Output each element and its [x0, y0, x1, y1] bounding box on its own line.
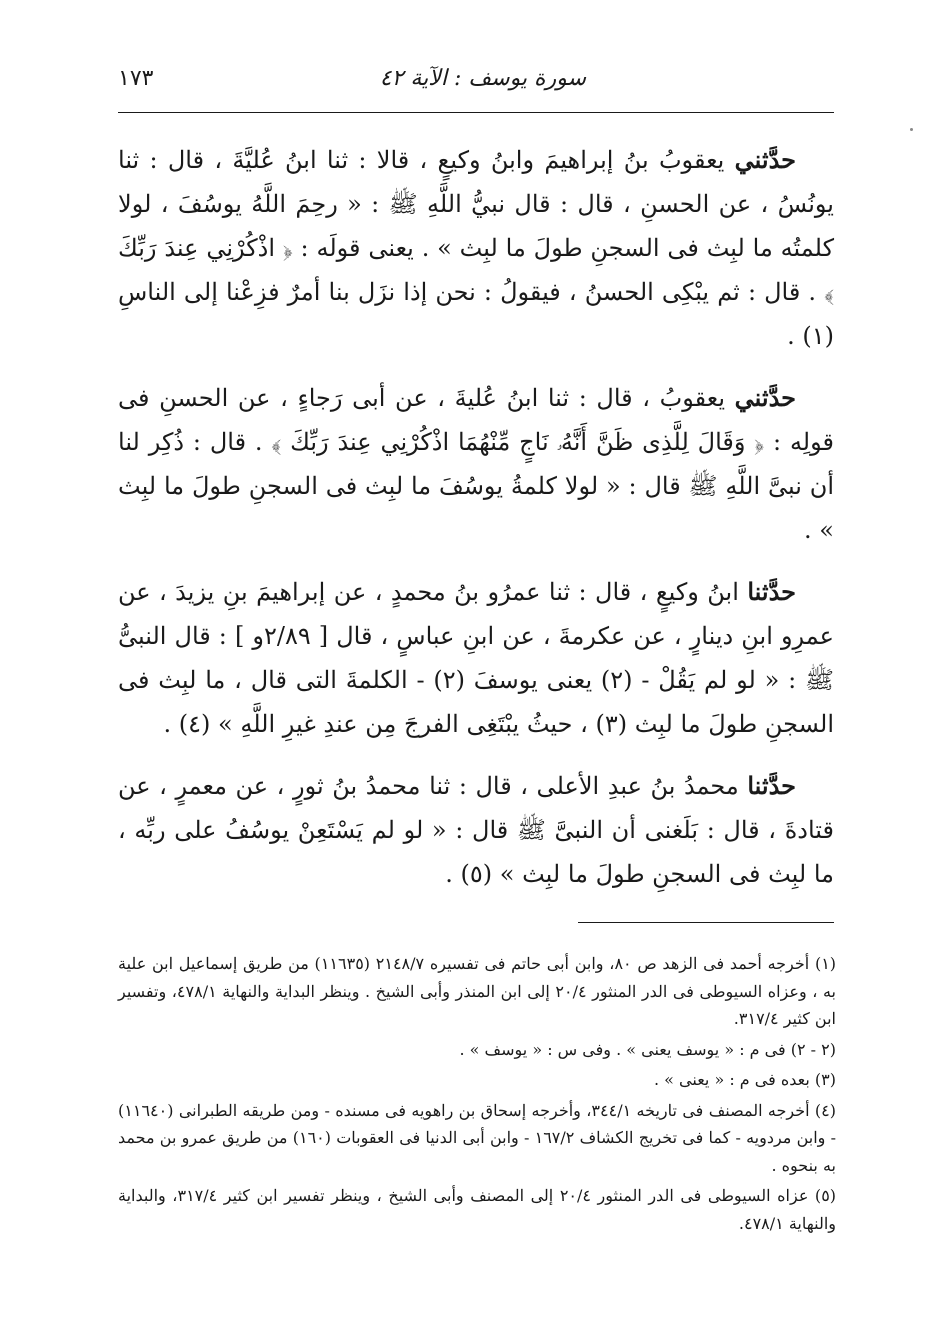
narration-lead: حدَّثني: [734, 383, 796, 412]
page-number: ١٧٣: [118, 66, 154, 91]
footnote-2: (٢ - ٢) فى م : « يوسف يعنى » . وفى س : « يوسف » .: [459, 1039, 836, 1059]
page-header: [118, 62, 836, 102]
footnote-3: (٣) بعده فى م : « يعنى » .: [653, 1070, 836, 1089]
paragraph-2: [118, 376, 834, 552]
paragraph-1: [118, 138, 834, 358]
narration-lead: حدَّثنا: [747, 577, 796, 606]
paragraph-text: يعقوبُ بنُ إبراهيمَ وابنُ وكيعٍ ، قالا : ثنا ابنُ عُليَّةَ ، قال : ثنا يونُسُ ، عن الحسنِ ، قال : قال نبيُّ اللَّهِ ﷺ : « رحِمَ اللَّهُ يوسُفَ ، لولا كلمتُه ما لبِث فى السجنِ طولَ ما لبِث » . يعنى قولَه : ﴿ اذْكُرْنِي عِندَ رَبِّكَ ﴾ . قال : ثم يبْكِى الحسنُ ، فيقولُ : نحن إذا نزَل بنا أمرٌ فزِعْنا إلى الناسِ (١) .: [118, 146, 834, 350]
paragraph-4: [118, 764, 834, 896]
footnote-5: (٥) عزاه السيوطى فى الدر المنثور ٢٠/٤ إلى المصنف وأبى الشيخ ، وينظر تفسير ابن كثير ٣١٧/٤، والبداية والنهاية ٤٧٨/١.: [118, 1186, 837, 1233]
paragraph-text: محمدُ بنُ عبدِ الأعلى ، قال : ثنا محمدُ بنُ ثورٍ ، عن معمرٍ ، عن قتادةَ ، قال : بَلَغنى أن النبىَّ ﷺ قال : « لو لم يَسْتَعِنْ يوسُفُ على ربِّه ، ما لبِث فى السجنِ طولَ ما لبِث » (٥) .: [118, 772, 834, 888]
margin-dot: [910, 128, 913, 131]
header-rule: [118, 112, 834, 113]
narration-lead: حدَّثنا: [747, 771, 796, 800]
narration-lead: حدَّثني: [734, 145, 796, 174]
footnote-1: (١) أخرجه أحمد فى الزهد ص ٨٠، وابن أبى حاتم فى تفسيره ٢١٤٨/٧ (١١٦٣٥) من طريق إسماعيل ابن علية به ، وعزاه السيوطى فى الدر المنثور ٢٠/٤ إلى ابن المنذر وأبى الشيخ . وينظر البداية والنهاية ٤٧٨/١، وتفسير ابن كثير ٣١٧/٤.: [118, 954, 837, 1028]
running-title: سورة يوسف : الآية ٤٢: [379, 66, 586, 91]
footnote-rule: [578, 922, 834, 923]
paragraph-text: يعقوبُ ، قال : ثنا ابنُ عُليةَ ، عن أبى رَجاءٍ ، عن الحسنِ فى قولِه : ﴿ وَقَالَ لِلَّذِى ظَنَّ أَنَّهُۥ نَاجٍ مِّنْهُمَا اذْكُرْنِي عِندَ رَبِّكَ ﴾ . قال : ذُكِر لنا أن نبىَّ اللَّهِ ﷺ قال : « لولا كلمةُ يوسُفَ ما لبِث فى السجنِ طولَ ما لبِث » .: [118, 384, 834, 544]
paragraph-text: ابنُ وكيعٍ ، قال : ثنا عمرُو بنُ محمدٍ ، عن إبراهيمَ بنِ يزيدَ ، عن عمرِو ابنِ دينارٍ ، عن عكرمةَ ، عن ابنِ عباسٍ ، قال [ ٢/٨٩و ] : قال النبىُّ ﷺ : « لو لم يَقُلْ - (٢) يعنى يوسفَ (٢) - الكلمةَ التى قال ، ما لبِث فى السجنِ طولَ ما لبِث (٣) ، حيثُ يبْتَغِى الفرجَ مِن عندِ غيرِ اللَّهِ » (٤) .: [118, 578, 834, 738]
footnotes: [118, 950, 836, 1240]
paragraph-3: [118, 570, 834, 746]
main-text: [118, 138, 834, 914]
footnote-4: (٤) أخرجه المصنف فى تاريخه ٣٤٤/١، وأخرجه إسحاق بن راهويه فى مسنده - ومن طريقه الطبرانى (١١٦٤٠) - وابن مردويه - كما فى تخريج الكشاف ١٦٧/٢ - وابن أبى الدنيا فى العقوبات (١٦٠) من طريق عمرو بن محمد به بنحوه .: [118, 1100, 837, 1175]
